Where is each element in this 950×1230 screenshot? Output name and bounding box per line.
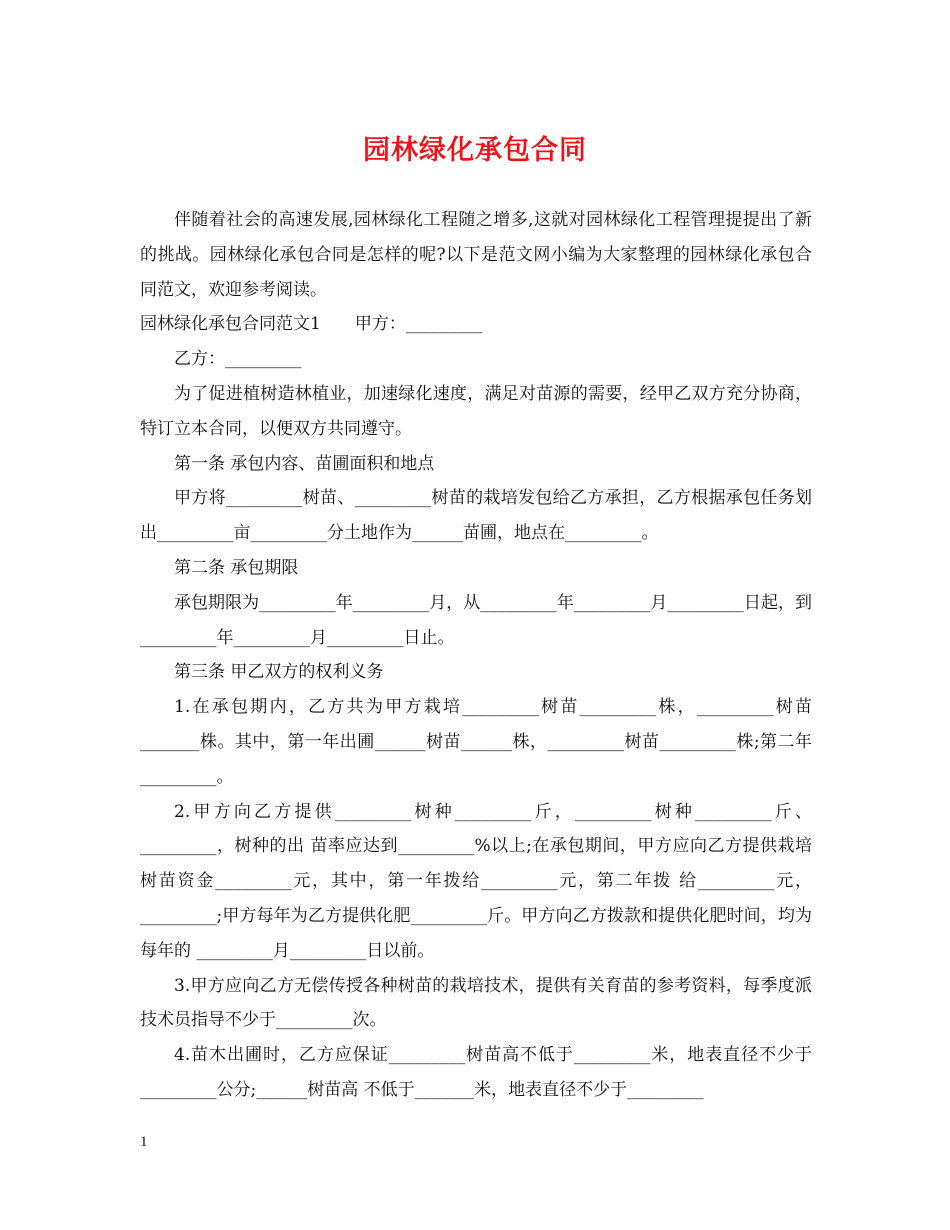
- contract-heading-party-a: 园林绿化承包合同范文1 甲方：_________: [140, 314, 483, 335]
- article-1-paragraph: 甲方将_________树苗、_________树苗的栽培发包给乙方承担，乙方根据承包任务划出_________亩_________分土地作为______苗圃，地点在_________。: [140, 488, 812, 544]
- intro-paragraph: 伴随着社会的高速发展,园林绿化工程随之增多,这就对园林绿化工程管理提提出了新的挑战。园林绿化承包合同是怎样的呢?以下是范文网小编为大家整理的园林绿化承包合同范文，欢迎参考阅读。: [140, 210, 812, 300]
- article-3-item-4: 4.苗木出圃时，乙方应保证_________树苗高不低于_________米，地表直径不少于_________公分;______树苗高 不低于_______米，地表直径不少于_________: [140, 1045, 812, 1100]
- article-2-heading: 第二条 承包期限: [174, 557, 299, 578]
- document-body: [140, 203, 812, 1108]
- purpose-paragraph: 为了促进植树造林植业，加速绿化速度，满足对苗源的需要，经甲乙双方充分协商，特订立本合同，以便双方共同遵守。: [140, 383, 812, 439]
- page-number: 1: [140, 1134, 148, 1150]
- article-3-item-1: 1.在承包期内，乙方共为甲方栽培_________树苗_________株，_________树苗_______株。其中，第一年出圃______树苗______株，_________树苗_________株;第二年_________。: [140, 697, 812, 787]
- article-2-paragraph: 承包期限为_________年_________月，从_________年_________月_________日起，到_________年_________月_________日止。: [140, 592, 812, 648]
- article-1-heading: 第一条 承包内容、苗圃面积和地点: [174, 453, 435, 474]
- article-3-item-2: 2.甲方向乙方提供_________树种_________斤，_________树种_________斤、_________，树种的出 苗率应达到_________%以上;在承包期间，甲方应向乙方提供栽培树苗资金_________元，其中，第一年拨给_________元，第二年拨 给_________元，_________;甲方每年为乙方提供化肥_________斤。甲方向乙方拨款和提供化肥时间，均为每年的 _________月_________日以前。: [140, 801, 812, 961]
- document-title: 园林绿化承包合同: [363, 135, 587, 166]
- article-3-item-3: 3.甲方应向乙方无偿传授各种树苗的栽培技术，提供有关育苗的参考资料，每季度派技术员指导不少于_________次。: [140, 975, 812, 1031]
- party-b-line: 乙方：_________: [174, 349, 302, 370]
- article-3-heading: 第三条 甲乙双方的权利义务: [174, 662, 384, 683]
